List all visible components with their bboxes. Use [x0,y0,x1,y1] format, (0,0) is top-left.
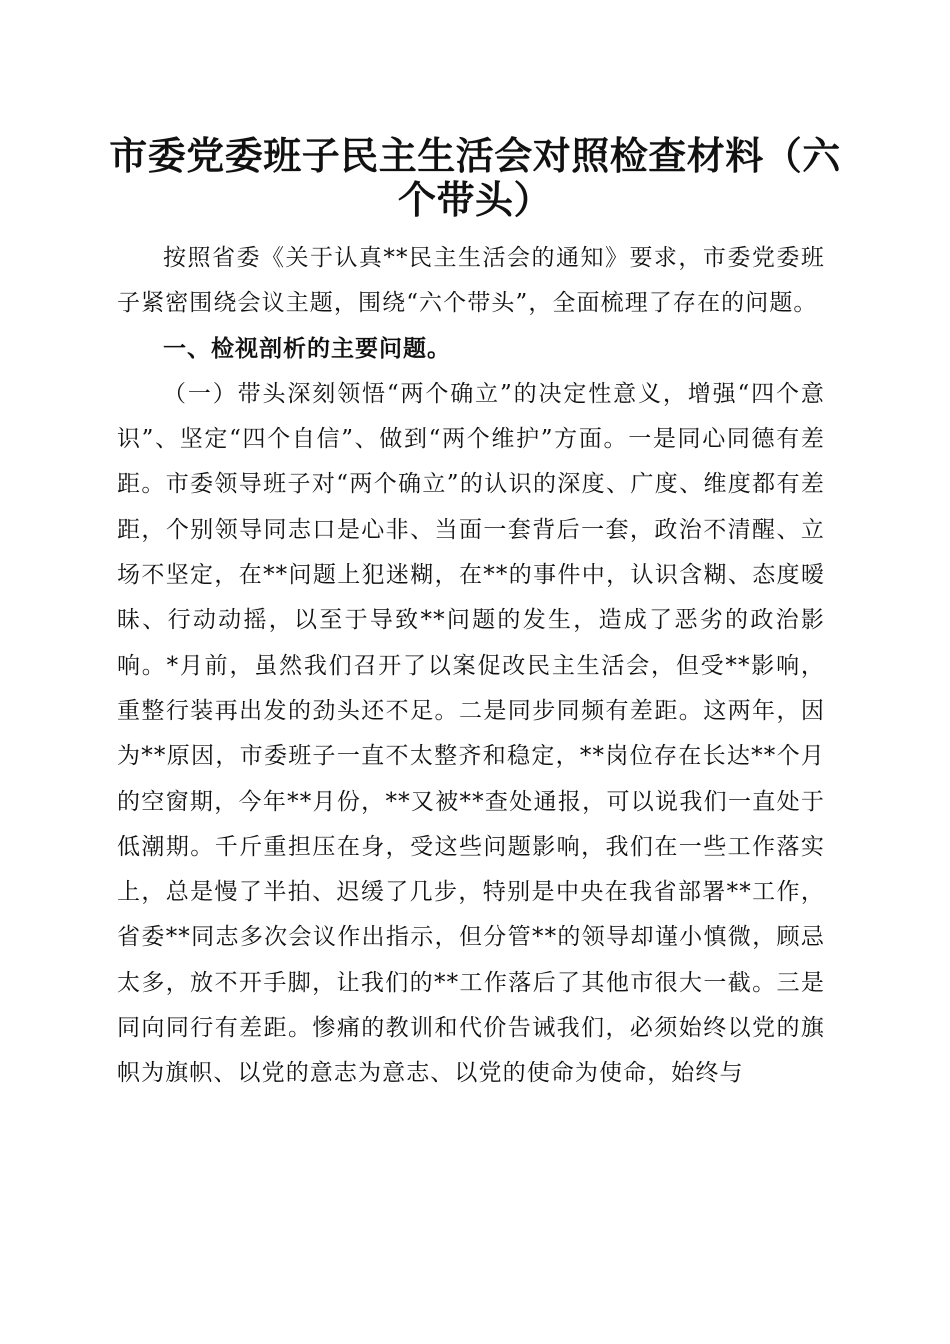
body-paragraph: （一）带头深刻领悟“两个确立”的决定性意义，增强“四个意识”、坚定“四个自信”、做到“两个维护”方面。一是同心同德有差距。市委领导班子对“两个确立”的认识的深度、广度、维度都有差距，个别领导同志口是心非、当面一套背后一套，政治不清醒、立场不坚定，在**问题上犯迷糊，在**的事件中，认识含糊、态度暧昧、行动动摇，以至于导致**问题的发生，造成了恶劣的政治影响。*月前，虽然我们召开了以案促改民主生活会，但受**影响，重整行装再出发的劲头还不足。二是同步同频有差距。这两年，因为**原因，市委班子一直不太整齐和稳定，**岗位存在长达**个月的空窗期，今年**月份，**又被**查处通报，可以说我们一直处于低潮期。千斤重担压在身，受这些问题影响，我们在一些工作落实上，总是慢了半拍、迟缓了几步，特别是中央在我省部署**工作，省委**同志多次会议作出指示，但分管**的领导却谨小慎微，顾忌太多，放不开手脚，让我们的**工作落后了其他市很大一截。三是同向同行有差距。惨痛的教训和代价告诫我们，必须始终以党的旗帜为旗帜、以党的意志为意志、以党的使命为使命，始终与 [117,380,825,1087]
section-heading: 一、检视剖析的主要问题。 [163,335,451,362]
intro-paragraph: 按照省委《关于认真**民主生活会的通知》要求，市委党委班子紧密围绕会议主题，围绕“六个带头”，全面梳理了存在的问题。 [117,245,825,317]
document-body [117,236,825,1097]
document-title: 市委党委班子民主生活会对照检查材料（六个带头） [109,133,841,222]
